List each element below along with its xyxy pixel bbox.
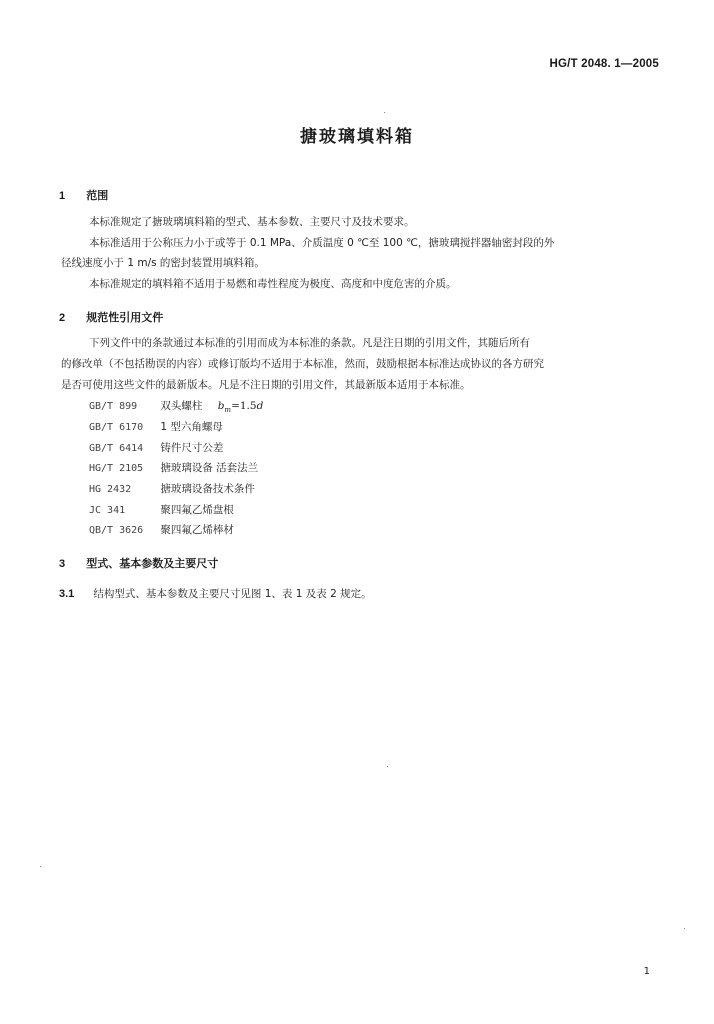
standard-code: HG/T 2048. 1—2005 [549,58,659,70]
paragraph: 本标准规定的填料箱不适用于易燃和毒性程度为极度、高度和中度危害的介质。 [89,278,457,290]
reference-name: 聚四氟乙烯盘根 [160,504,234,516]
reference-name: 1 型六角螺母 [160,421,223,433]
formula-value: =1.5 [231,400,257,412]
section-number: 2 [59,312,66,324]
scan-speck [684,928,685,929]
reference-item [89,481,255,496]
subsection-text: 结构型式、基本参数及主要尺寸见图 1、表 1 及表 2 规定。 [93,588,372,600]
reference-item [89,398,263,414]
reference-code: GB/T 6170 [89,422,144,433]
reference-item [89,419,223,434]
reference-code: JC 341 [89,505,126,516]
paragraph-continuation: 的修改单（不包括勘误的内容）或修订版均不适用于本标准，然而，鼓励根据本标准达成协议的各方研究 [61,358,544,370]
section-number: 3 [59,558,66,570]
reference-formula [217,400,264,415]
formula-sub: m [224,406,232,415]
page-number: 1 [643,966,650,977]
formula-var-d: d [256,400,264,412]
paragraph-continuation: 是否可使用这些文件的最新版本。凡是不注日期的引用文件，其最新版本适用于本标准。 [61,379,471,391]
reference-code: HG 2432 [89,484,132,495]
scan-speck [40,866,41,867]
paragraph: 下列文件中的条款通过本标准的引用而成为本标准的条款。凡是注日期的引用文件，其随后所有 [89,337,530,349]
section-title: 型式、基本参数及主要尺寸 [86,557,219,570]
reference-item [89,522,234,537]
subsection-3-1 [59,582,372,601]
reference-name: 双头螺柱 [160,400,203,412]
formula-var-b: b [217,400,225,412]
reference-code: GB/T 899 [89,401,138,412]
reference-name: 聚四氟乙烯棒材 [160,524,234,536]
reference-code: QB/T 3626 [89,525,144,536]
scan-speck [387,766,388,767]
section-title: 范围 [86,189,109,202]
reference-name: 铸件尺寸公差 [160,442,224,454]
paragraph: 本标准规定了搪玻璃填料箱的型式、基本参数、主要尺寸及技术要求。 [89,216,415,228]
section-1-heading [59,184,108,203]
section-number: 1 [59,190,66,202]
subsection-number: 3.1 [59,588,75,600]
reference-code: HG/T 2105 [89,463,144,474]
paragraph-continuation: 径线速度小于 1 m/s 的密封装置用填料箱。 [61,257,265,269]
reference-item [89,460,258,475]
scan-speck [384,112,385,113]
section-title: 规范性引用文件 [86,311,164,324]
document-title: 搪玻璃填料箱 [300,127,414,147]
reference-item [89,502,234,517]
paragraph: 本标准适用于公称压力小于或等于 0.1 MPa、介质温度 0 ℃至 100 ℃，搪玻璃搅拌器轴密封段的外 [89,237,555,249]
reference-name: 搪玻璃设备技术条件 [160,483,255,495]
reference-item [89,440,223,455]
section-3-heading [59,552,218,571]
reference-code: GB/T 6414 [89,443,144,454]
section-2-heading [59,306,163,325]
reference-name: 搪玻璃设备 活套法兰 [160,462,259,474]
